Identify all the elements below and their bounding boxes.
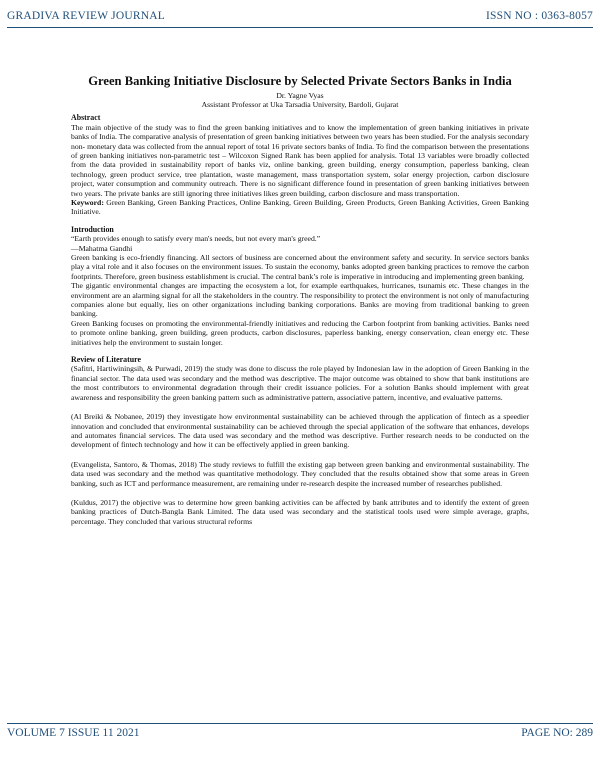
abstract-text: The main objective of the study was to find the green banking initiatives and to know the implementation of green banking initiatives in private banks of India. The comparative analysis of presentation of green banking initiatives between two years has been studied. For the analysis secondary non- monetary data was collected from the annual report of total 16 private sectors banks of India. To find the comparison between the presentations of green banking initiatives non-parametric test – Wilcoxon Signed Rank has been applied for analysis. Total 13 variables were broadly collected from the data provided in sustainability report of banks viz, online banking, green building, energy consumption, paperless banking, clean technology, green product service, tree plantation, waste management, mass transportation system, solar energy projection, carbon disclosure project, water consumption and community outreach. There is no significant difference found in presentation of green banking initiatives between two years. The private banks are still ignoring three initiatives likes green building, carbon disclosure and mass transportation. [71, 122, 529, 198]
intro-paragraph-3: Green Banking focuses on promoting the environmental-friendly initiatives and reducing the Carbon footprint from banking activities. Banks need to promote online banking, green building, green products, carbon disclosures, paperless banking, energy conservation, clean energy etc. These initiatives help the environment to sustain longer. [71, 318, 529, 347]
issn-number: ISSN NO : 0363-8057 [486, 10, 593, 22]
review-paragraph-3: (Evangelista, Santoro, & Thomas, 2018) The study reviews to fulfill the existing gap between green banking and environmental sustainability. The data used was secondary and the method was quantitative methodology. They concluded that the results obtained show that some areas in Green banking, such as ICT and performance measurement, are remaining under re-research despite the increased number of researches published. [71, 459, 529, 488]
review-paragraph-4: (Kuldus, 2017) the objective was to determine how green banking activities can be affected by bank attributes and to identify the extent of green banking practices of Dutch-Bangla Bank Limited. The data used was secondary and the statistical tools used were simple average, graphs, percentage. They concluded that various structural reforms [71, 497, 529, 526]
volume-issue: VOLUME 7 ISSUE 11 2021 [7, 727, 140, 739]
abstract-heading: Abstract [71, 113, 101, 123]
keywords-label: Keyword: [71, 197, 104, 207]
author-name: Dr. Yagne Vyas [276, 90, 324, 100]
intro-paragraph-1: Green banking is eco-friendly financing. All sectors of business are concerned about the environment safety and security. In service sectors banks play a vital role and it also focuses on the environment issues. To sustain the economy, banks adopted green banking practices to remove the carbon footprints. Therefore, green business establishment is crucial. The central bank’s role is imperative in introducing and implementing green banking. [71, 253, 529, 281]
review-paragraph-2: (Al Breiki & Nobanee, 2019) they investigate how environmental sustainability can be achieved through the application of fintech as a speedier innovation and concluded that environmental sustainability can be achieved through the special application of the software that enhances, develops and automates financial services. The data used was secondary and the method was descriptive. Further research needs to be conducted on the development of fintech technology and how it can be effectively applied in green banking. [71, 412, 529, 450]
author-affiliation: Assistant Professor at Uka Tarsadia University, Bardoli, Gujarat [201, 99, 399, 109]
footer-rule [7, 723, 593, 724]
keywords-list: Green Banking, Green Banking Practices, Online Banking, Green Building, Green Products, Green Banking Activities, Green Banking Initiative. [71, 197, 529, 217]
intro-quote: “Earth provides enough to satisfy every man's needs, but not every man's greed.” [71, 234, 321, 244]
introduction-heading: Introduction [71, 224, 114, 234]
journal-name: GRADIVA REVIEW JOURNAL [7, 10, 165, 22]
paper-body [71, 74, 529, 526]
paper-title: Green Banking Initiative Disclosure by Selected Private Sectors Banks in India [88, 74, 512, 88]
page-number: PAGE NO: 289 [521, 727, 593, 739]
page-header [7, 10, 593, 28]
keywords [71, 198, 529, 217]
intro-quote-author: ―Mahatma Gandhi [71, 243, 133, 253]
intro-paragraph-2: The gigantic environmental changes are impacting the ecosystem a lot, for example earthquakes, hurricanes, tsunamis etc. These changes in the environment are an alarming signal for all the stakeholders in the country. The responsibility to protect the environment is not only of manufacturing companies alone but equally, lies on other organizations including banking corporations. Banks are moving from traditional banking to green banking. [71, 281, 529, 319]
page-footer [7, 727, 593, 745]
header-rule [7, 27, 593, 28]
review-heading: Review of Literature [71, 355, 141, 365]
review-paragraph-1: (Safitri, Hartiwiningsih, & Purwadi, 2019) the study was done to discuss the role played by Indonesian law in the adoption of Green Banking in the financial sector. The data used was secondary and the method was descriptive. The major outcome was obtained to show that bank institutions are the most contributors to environmental degradation through their credit issuance policies. For a solution Banks should implement with great awareness and responsibility the green banking pattern such as administrative pattern, associative pattern, incentive, and evaluative patterns. [71, 364, 529, 402]
